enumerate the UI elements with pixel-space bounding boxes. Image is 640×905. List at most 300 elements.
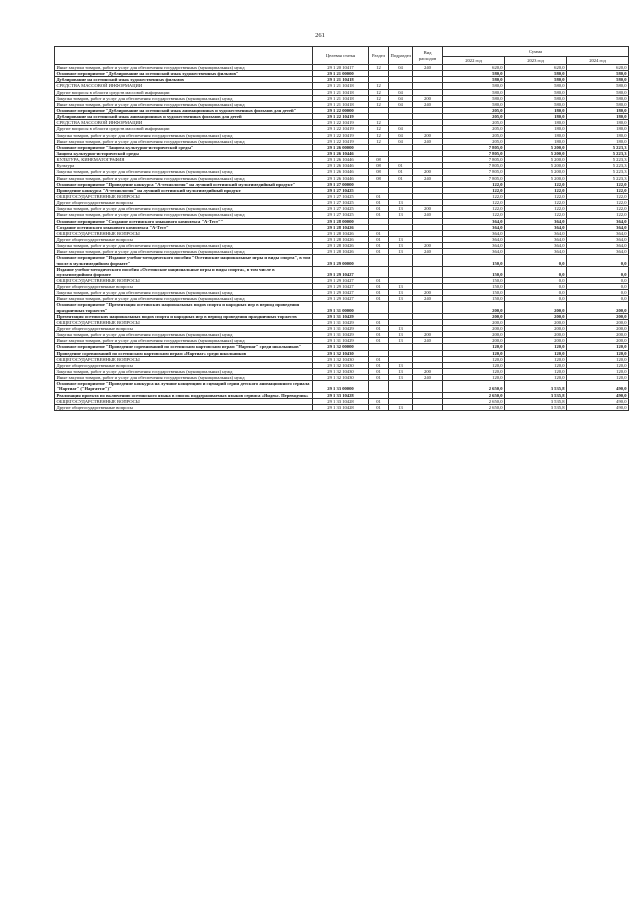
value-2024-cell: 490,0 [567, 381, 629, 392]
name-cell: Другие вопросы в области средств массовой информации [55, 126, 313, 132]
section-cell: 01 [369, 236, 389, 242]
code-cell: 29 1 28 10426 [313, 230, 369, 236]
value-2023-cell: 364,0 [505, 224, 567, 230]
expense-type-cell [413, 255, 443, 266]
section-cell [369, 302, 389, 313]
section-cell: 01 [369, 249, 389, 255]
value-2022-cell: 2 650,0 [443, 404, 505, 410]
code-cell: 29 1 31 00000 [313, 302, 369, 313]
name-cell: ОБЩЕГОСУДАРСТВЕННЫЕ ВОПРОСЫ [55, 230, 313, 236]
code-cell: 29 1 32 00000 [313, 344, 369, 350]
expense-type-cell: 200 [413, 290, 443, 296]
code-cell: 29 1 21 10418 [313, 83, 369, 89]
header-year-2024: 2024 год [567, 57, 629, 65]
section-cell: 01 [369, 193, 389, 199]
value-2023-cell: 620,0 [505, 65, 567, 71]
section-cell: 12 [369, 89, 389, 95]
section-cell: 01 [369, 296, 389, 302]
header-year-2023: 2023 год [505, 57, 567, 65]
expense-type-cell [413, 266, 443, 277]
value-2024-cell: 180,0 [567, 120, 629, 126]
header-sum: Сумма [443, 47, 629, 57]
name-cell: Иные закупки товаров, работ и услуг для обеспечения государственных (муниципальных) нужд [55, 212, 313, 218]
code-cell: 29 1 22 00000 [313, 107, 369, 113]
value-2022-cell: 205,0 [443, 107, 505, 113]
name-cell: Другие общегосударственные вопросы [55, 404, 313, 410]
value-2022-cell: 122,0 [443, 200, 505, 206]
code-cell: 29 1 31 10429 [313, 338, 369, 344]
subsection-cell: 04 [389, 132, 413, 138]
section-cell: 12 [369, 120, 389, 126]
value-2023-cell: 364,0 [505, 218, 567, 224]
value-2024-cell: 364,0 [567, 236, 629, 242]
value-2023-cell: 200,0 [505, 338, 567, 344]
subsection-cell: 01 [389, 163, 413, 169]
expense-type-cell: 200 [413, 243, 443, 249]
subsection-cell: 01 [389, 169, 413, 175]
code-cell: 29 1 27 10425 [313, 212, 369, 218]
value-2022-cell: 364,0 [443, 249, 505, 255]
code-cell: 29 1 20 10417 [313, 65, 369, 71]
name-cell: Закупка товаров, работ и услуг для обеспечения государственных (муниципальных) нужд [55, 206, 313, 212]
value-2022-cell: 7 805,0 [443, 157, 505, 163]
expense-type-cell: 200 [413, 332, 443, 338]
table-header [55, 47, 629, 65]
value-2024-cell: 0,0 [567, 290, 629, 296]
name-cell: Иные закупки товаров, работ и услуг для обеспечения государственных (муниципальных) нужд [55, 375, 313, 381]
value-2022-cell: 205,0 [443, 126, 505, 132]
value-2023-cell: 364,0 [505, 243, 567, 249]
name-cell: Основное мероприятие "Дублирование на осетинский язык художественных фильмов" [55, 71, 313, 77]
value-2023-cell: 0,0 [505, 290, 567, 296]
value-2023-cell: 580,0 [505, 83, 567, 89]
value-2023-cell: 122,0 [505, 181, 567, 187]
value-2022-cell: 2 650,0 [443, 392, 505, 398]
value-2022-cell: 120,0 [443, 375, 505, 381]
name-cell: ОБЩЕГОСУДАРСТВЕННЫЕ ВОПРОСЫ [55, 319, 313, 325]
code-cell: 29 1 22 10419 [313, 126, 369, 132]
name-cell: Культура [55, 163, 313, 169]
value-2022-cell: 122,0 [443, 206, 505, 212]
value-2023-cell: 120,0 [505, 375, 567, 381]
name-cell: Основное мероприятие "Создание осетинского языкового комплекса "А-Тест"" [55, 218, 313, 224]
header-name [55, 47, 313, 65]
expense-type-cell: 240 [413, 296, 443, 302]
name-cell: Основное мероприятие "Презентация осетинских национальных видов спорта и народных игр в период проведения праздничных торжеств" [55, 302, 313, 313]
code-cell: 29 1 27 10425 [313, 206, 369, 212]
section-cell [369, 381, 389, 392]
value-2023-cell: 180,0 [505, 132, 567, 138]
section-cell: 12 [369, 83, 389, 89]
section-cell: 01 [369, 338, 389, 344]
subsection-cell: 13 [389, 404, 413, 410]
name-cell: ОБЩЕГОСУДАРСТВЕННЫЕ ВОПРОСЫ [55, 193, 313, 199]
value-2024-cell: 0,0 [567, 296, 629, 302]
value-2023-cell: 580,0 [505, 71, 567, 77]
name-cell: Другие общегосударственные вопросы [55, 326, 313, 332]
code-cell: 29 1 33 10428 [313, 398, 369, 404]
subsection-cell: 13 [389, 243, 413, 249]
value-2022-cell: 122,0 [443, 187, 505, 193]
value-2024-cell: 120,0 [567, 375, 629, 381]
value-2023-cell: 580,0 [505, 101, 567, 107]
name-cell: Закупка товаров, работ и услуг для обеспечения государственных (муниципальных) нужд [55, 369, 313, 375]
subsection-cell [389, 302, 413, 313]
code-cell: 29 1 22 10419 [313, 120, 369, 126]
name-cell: Защита культурно-исторической среды [55, 150, 313, 156]
name-cell: Создание осетинского языкового комплекса "А-Тест" [55, 224, 313, 230]
value-2024-cell: 0,0 [567, 255, 629, 266]
value-2023-cell: 180,0 [505, 120, 567, 126]
name-cell: Закупка товаров, работ и услуг для обеспечения государственных (муниципальных) нужд [55, 132, 313, 138]
value-2023-cell: 5 200,0 [505, 163, 567, 169]
name-cell: Закупка товаров, работ и услуг для обеспечения государственных (муниципальных) нужд [55, 243, 313, 249]
expense-type-cell: 200 [413, 132, 443, 138]
value-2024-cell: 490,0 [567, 404, 629, 410]
value-2022-cell: 580,0 [443, 83, 505, 89]
section-cell [369, 255, 389, 266]
name-cell: Проведение соревнований по осетинским нартовским играм «Нартиаг» среди школьников [55, 350, 313, 356]
value-2024-cell: 0,0 [567, 266, 629, 277]
value-2022-cell: 580,0 [443, 89, 505, 95]
value-2022-cell: 200,0 [443, 338, 505, 344]
value-2024-cell: 580,0 [567, 89, 629, 95]
code-cell: 29 1 27 00000 [313, 181, 369, 187]
subsection-cell: 13 [389, 236, 413, 242]
subsection-cell [389, 266, 413, 277]
value-2024-cell: 122,0 [567, 212, 629, 218]
value-2022-cell: 200,0 [443, 313, 505, 319]
code-cell: 29 1 31 10429 [313, 332, 369, 338]
value-2023-cell: 5 200,0 [505, 144, 567, 150]
code-cell: 29 1 28 00000 [313, 218, 369, 224]
name-cell: Иные закупки товаров, работ и услуг для обеспечения государственных (муниципальных) нужд [55, 101, 313, 107]
expense-type-cell: 240 [413, 375, 443, 381]
section-cell: 08 [369, 175, 389, 181]
name-cell: Закупка товаров, работ и услуг для обеспечения государственных (муниципальных) нужд [55, 169, 313, 175]
name-cell: Основное мероприятие "Издание учебно-методического пособия "Осетинские национальные игры и виды спорта", в том числе в мультимедийном формате" [55, 255, 313, 266]
code-cell: 29 1 32 10430 [313, 369, 369, 375]
expense-type-cell: 240 [413, 249, 443, 255]
name-cell: СРЕДСТВА МАССОВОЙ ИНФОРМАЦИИ [55, 83, 313, 89]
value-2024-cell: 122,0 [567, 200, 629, 206]
code-cell: 29 1 31 10429 [313, 313, 369, 319]
subsection-cell [389, 255, 413, 266]
value-2022-cell: 7 805,0 [443, 175, 505, 181]
code-cell: 29 1 26 10446 [313, 175, 369, 181]
value-2023-cell: 122,0 [505, 212, 567, 218]
name-cell: Основное мероприятие "Дублирование на осетинский язык анимационных и художественных фильмов для детей" [55, 107, 313, 113]
value-2024-cell: 5 223,3 [567, 144, 629, 150]
value-2024-cell: 200,0 [567, 338, 629, 344]
value-2023-cell: 120,0 [505, 356, 567, 362]
subsection-cell: 04 [389, 95, 413, 101]
name-cell: Основное мероприятие "Проведение конкурса на лучшие концепцию и сценарий серии детского анимационного сериала "Нартиаг" ("Наргаттæ")" [55, 381, 313, 392]
value-2023-cell: 122,0 [505, 206, 567, 212]
expense-type-cell: 240 [413, 175, 443, 181]
value-2024-cell: 364,0 [567, 230, 629, 236]
value-2024-cell: 490,0 [567, 398, 629, 404]
code-cell: 29 1 27 10425 [313, 187, 369, 193]
code-cell: 29 1 29 10427 [313, 296, 369, 302]
expense-type-cell: 200 [413, 95, 443, 101]
value-2024-cell: 200,0 [567, 319, 629, 325]
name-cell: Другие общегосударственные вопросы [55, 200, 313, 206]
value-2024-cell: 120,0 [567, 362, 629, 368]
subsection-cell: 13 [389, 206, 413, 212]
value-2022-cell: 620,0 [443, 65, 505, 71]
table-row [55, 255, 629, 266]
section-cell: 12 [369, 65, 389, 71]
section-cell: 01 [369, 284, 389, 290]
name-cell: Иные закупки товаров, работ и услуг для обеспечения государственных (муниципальных) нужд [55, 65, 313, 71]
section-cell: 01 [369, 326, 389, 332]
name-cell: Дублирование на осетинский язык художественных фильмов [55, 77, 313, 83]
value-2024-cell: 364,0 [567, 243, 629, 249]
value-2023-cell: 200,0 [505, 332, 567, 338]
expense-type-cell: 200 [413, 169, 443, 175]
section-cell: 12 [369, 101, 389, 107]
value-2023-cell: 0,0 [505, 266, 567, 277]
code-cell: 29 1 31 10429 [313, 326, 369, 332]
expense-type-cell [413, 404, 443, 410]
value-2022-cell: 205,0 [443, 120, 505, 126]
code-cell: 29 1 21 00000 [313, 71, 369, 77]
code-cell: 29 1 29 10427 [313, 290, 369, 296]
subsection-cell: 13 [389, 375, 413, 381]
value-2022-cell: 364,0 [443, 236, 505, 242]
code-cell: 29 1 28 10426 [313, 243, 369, 249]
value-2024-cell: 200,0 [567, 332, 629, 338]
code-cell: 29 1 33 10428 [313, 392, 369, 398]
section-cell: 01 [369, 398, 389, 404]
header-section: Раздел [369, 47, 389, 65]
value-2024-cell: 122,0 [567, 206, 629, 212]
subsection-cell: 04 [389, 65, 413, 71]
value-2022-cell: 120,0 [443, 369, 505, 375]
subsection-cell: 13 [389, 362, 413, 368]
header-expense-type: Вид расходов [413, 47, 443, 65]
subsection-cell: 13 [389, 369, 413, 375]
code-cell: 29 1 27 10425 [313, 200, 369, 206]
section-cell: 08 [369, 163, 389, 169]
value-2022-cell: 7 805,0 [443, 169, 505, 175]
value-2023-cell: 580,0 [505, 77, 567, 83]
value-2024-cell: 120,0 [567, 356, 629, 362]
value-2022-cell: 122,0 [443, 181, 505, 187]
value-2023-cell: 120,0 [505, 350, 567, 356]
value-2024-cell: 5 223,3 [567, 163, 629, 169]
code-cell: 29 1 28 10426 [313, 236, 369, 242]
expense-type-cell: 240 [413, 212, 443, 218]
code-cell: 29 1 27 10425 [313, 193, 369, 199]
value-2024-cell: 620,0 [567, 65, 629, 71]
value-2024-cell: 580,0 [567, 83, 629, 89]
section-cell: 01 [369, 290, 389, 296]
value-2022-cell: 150,0 [443, 284, 505, 290]
name-cell: Основное мероприятие "Защита культурно-исторической среды" [55, 144, 313, 150]
subsection-cell: 13 [389, 332, 413, 338]
value-2022-cell: 580,0 [443, 71, 505, 77]
subsection-cell: 13 [389, 200, 413, 206]
code-cell: 29 1 22 10419 [313, 138, 369, 144]
subsection-cell: 04 [389, 101, 413, 107]
name-cell: Реализация проекта по включению осетинского языка в список поддерживаемых языков сервиса «Яндекс. Переводчик» [55, 392, 313, 398]
code-cell: 29 1 21 10418 [313, 89, 369, 95]
value-2023-cell: 0,0 [505, 277, 567, 283]
subsection-cell: 13 [389, 249, 413, 255]
value-2024-cell: 200,0 [567, 313, 629, 319]
value-2022-cell: 7 805,0 [443, 150, 505, 156]
name-cell: ОБЩЕГОСУДАРСТВЕННЫЕ ВОПРОСЫ [55, 277, 313, 283]
code-cell: 29 1 21 10418 [313, 95, 369, 101]
name-cell: СРЕДСТВА МАССОВОЙ ИНФОРМАЦИИ [55, 120, 313, 126]
value-2024-cell: 180,0 [567, 138, 629, 144]
value-2022-cell: 200,0 [443, 326, 505, 332]
section-cell: 01 [369, 243, 389, 249]
value-2022-cell: 122,0 [443, 212, 505, 218]
subsection-cell [389, 381, 413, 392]
expense-type-cell: 200 [413, 369, 443, 375]
value-2022-cell: 580,0 [443, 101, 505, 107]
code-cell: 29 1 26 10446 [313, 157, 369, 163]
code-cell: 29 1 26 10446 [313, 150, 369, 156]
subsection-cell: 13 [389, 296, 413, 302]
value-2023-cell: 120,0 [505, 362, 567, 368]
table-body [55, 65, 629, 411]
value-2022-cell: 120,0 [443, 362, 505, 368]
name-cell: Иные закупки товаров, работ и услуг для обеспечения государственных (муниципальных) нужд [55, 296, 313, 302]
code-cell: 29 1 26 00000 [313, 144, 369, 150]
subsection-cell: 04 [389, 126, 413, 132]
value-2022-cell: 122,0 [443, 193, 505, 199]
name-cell: Иные закупки товаров, работ и услуг для обеспечения государственных (муниципальных) нужд [55, 175, 313, 181]
section-cell: 01 [369, 230, 389, 236]
value-2022-cell: 7 805,0 [443, 163, 505, 169]
section-cell: 01 [369, 362, 389, 368]
section-cell: 08 [369, 169, 389, 175]
section-cell: 01 [369, 332, 389, 338]
value-2023-cell: 180,0 [505, 126, 567, 132]
section-cell: 01 [369, 277, 389, 283]
section-cell: 01 [369, 404, 389, 410]
value-2022-cell: 364,0 [443, 230, 505, 236]
name-cell: Проведение конкурса "А-технология" на лучший осетинский мультимедийный продукт [55, 187, 313, 193]
section-cell: 01 [369, 206, 389, 212]
section-cell: 12 [369, 126, 389, 132]
value-2023-cell: 180,0 [505, 138, 567, 144]
value-2022-cell: 580,0 [443, 95, 505, 101]
name-cell: Закупка товаров, работ и услуг для обеспечения государственных (муниципальных) нужд [55, 95, 313, 101]
value-2023-cell: 364,0 [505, 236, 567, 242]
value-2024-cell: 0,0 [567, 277, 629, 283]
value-2024-cell: 180,0 [567, 132, 629, 138]
value-2024-cell: 580,0 [567, 95, 629, 101]
value-2023-cell: 200,0 [505, 313, 567, 319]
subsection-cell: 13 [389, 338, 413, 344]
value-2024-cell: 364,0 [567, 224, 629, 230]
code-cell: 29 1 21 10418 [313, 101, 369, 107]
code-cell: 29 1 26 10446 [313, 163, 369, 169]
code-cell: 29 1 22 10419 [313, 114, 369, 120]
value-2023-cell: 3 535,8 [505, 398, 567, 404]
value-2022-cell: 364,0 [443, 224, 505, 230]
value-2024-cell: 580,0 [567, 101, 629, 107]
value-2022-cell: 150,0 [443, 255, 505, 266]
subsection-cell: 13 [389, 290, 413, 296]
value-2023-cell: 120,0 [505, 369, 567, 375]
subsection-cell: 13 [389, 326, 413, 332]
code-cell: 29 1 28 10426 [313, 249, 369, 255]
name-cell: ОБЩЕГОСУДАРСТВЕННЫЕ ВОПРОСЫ [55, 398, 313, 404]
name-cell: Дублирование на осетинский язык анимационных и художественных фильмов для детей [55, 114, 313, 120]
value-2023-cell: 5 200,0 [505, 169, 567, 175]
value-2024-cell: 490,0 [567, 392, 629, 398]
value-2022-cell: 364,0 [443, 243, 505, 249]
expense-type-cell [413, 302, 443, 313]
expense-type-cell: 240 [413, 338, 443, 344]
code-cell: 29 1 32 10430 [313, 375, 369, 381]
name-cell: Основное мероприятие "Проведение соревнований по осетинским нартовским играм "Нартиаг" среди школьников" [55, 344, 313, 350]
code-cell: 29 1 31 10429 [313, 319, 369, 325]
value-2023-cell: 120,0 [505, 344, 567, 350]
value-2022-cell: 150,0 [443, 290, 505, 296]
name-cell: Иные закупки товаров, работ и услуг для обеспечения государственных (муниципальных) нужд [55, 249, 313, 255]
subsection-cell: 13 [389, 212, 413, 218]
expense-type-cell: 200 [413, 206, 443, 212]
value-2022-cell: 205,0 [443, 114, 505, 120]
value-2022-cell: 120,0 [443, 344, 505, 350]
subsection-cell: 04 [389, 138, 413, 144]
section-cell: 12 [369, 95, 389, 101]
value-2023-cell: 3 535,8 [505, 381, 567, 392]
code-cell: 29 1 28 10426 [313, 224, 369, 230]
section-cell: 12 [369, 132, 389, 138]
value-2022-cell: 120,0 [443, 356, 505, 362]
expense-type-cell: 240 [413, 65, 443, 71]
value-2022-cell: 2 650,0 [443, 381, 505, 392]
value-2023-cell: 180,0 [505, 114, 567, 120]
value-2024-cell: 364,0 [567, 218, 629, 224]
value-2022-cell: 200,0 [443, 319, 505, 325]
name-cell: Закупка товаров, работ и услуг для обеспечения государственных (муниципальных) нужд [55, 290, 313, 296]
name-cell: Основное мероприятие "Проведение конкурса "А-технология" на лучший осетинский мультимедийный продукт" [55, 181, 313, 187]
value-2023-cell: 200,0 [505, 302, 567, 313]
code-cell: 29 1 33 10428 [313, 404, 369, 410]
name-cell: Другие общегосударственные вопросы [55, 362, 313, 368]
code-cell: 29 1 29 10427 [313, 277, 369, 283]
subsection-cell: 13 [389, 284, 413, 290]
name-cell: КУЛЬТУРА, КИНЕМАТОГРАФИЯ [55, 157, 313, 163]
value-2023-cell: 5 200,0 [505, 150, 567, 156]
section-cell: 08 [369, 157, 389, 163]
table-row [55, 381, 629, 392]
value-2024-cell: 5 223,3 [567, 175, 629, 181]
value-2024-cell: 5 223,3 [567, 169, 629, 175]
value-2022-cell: 200,0 [443, 332, 505, 338]
value-2023-cell: 122,0 [505, 187, 567, 193]
code-cell: 29 1 21 10418 [313, 77, 369, 83]
name-cell: Закупка товаров, работ и услуг для обеспечения государственных (муниципальных) нужд [55, 332, 313, 338]
code-cell: 29 1 29 00000 [313, 255, 369, 266]
code-cell: 29 1 26 10446 [313, 169, 369, 175]
value-2024-cell: 5 223,3 [567, 150, 629, 156]
value-2022-cell: 364,0 [443, 218, 505, 224]
value-2022-cell: 205,0 [443, 138, 505, 144]
section-cell [369, 266, 389, 277]
value-2023-cell: 364,0 [505, 249, 567, 255]
value-2023-cell: 122,0 [505, 200, 567, 206]
